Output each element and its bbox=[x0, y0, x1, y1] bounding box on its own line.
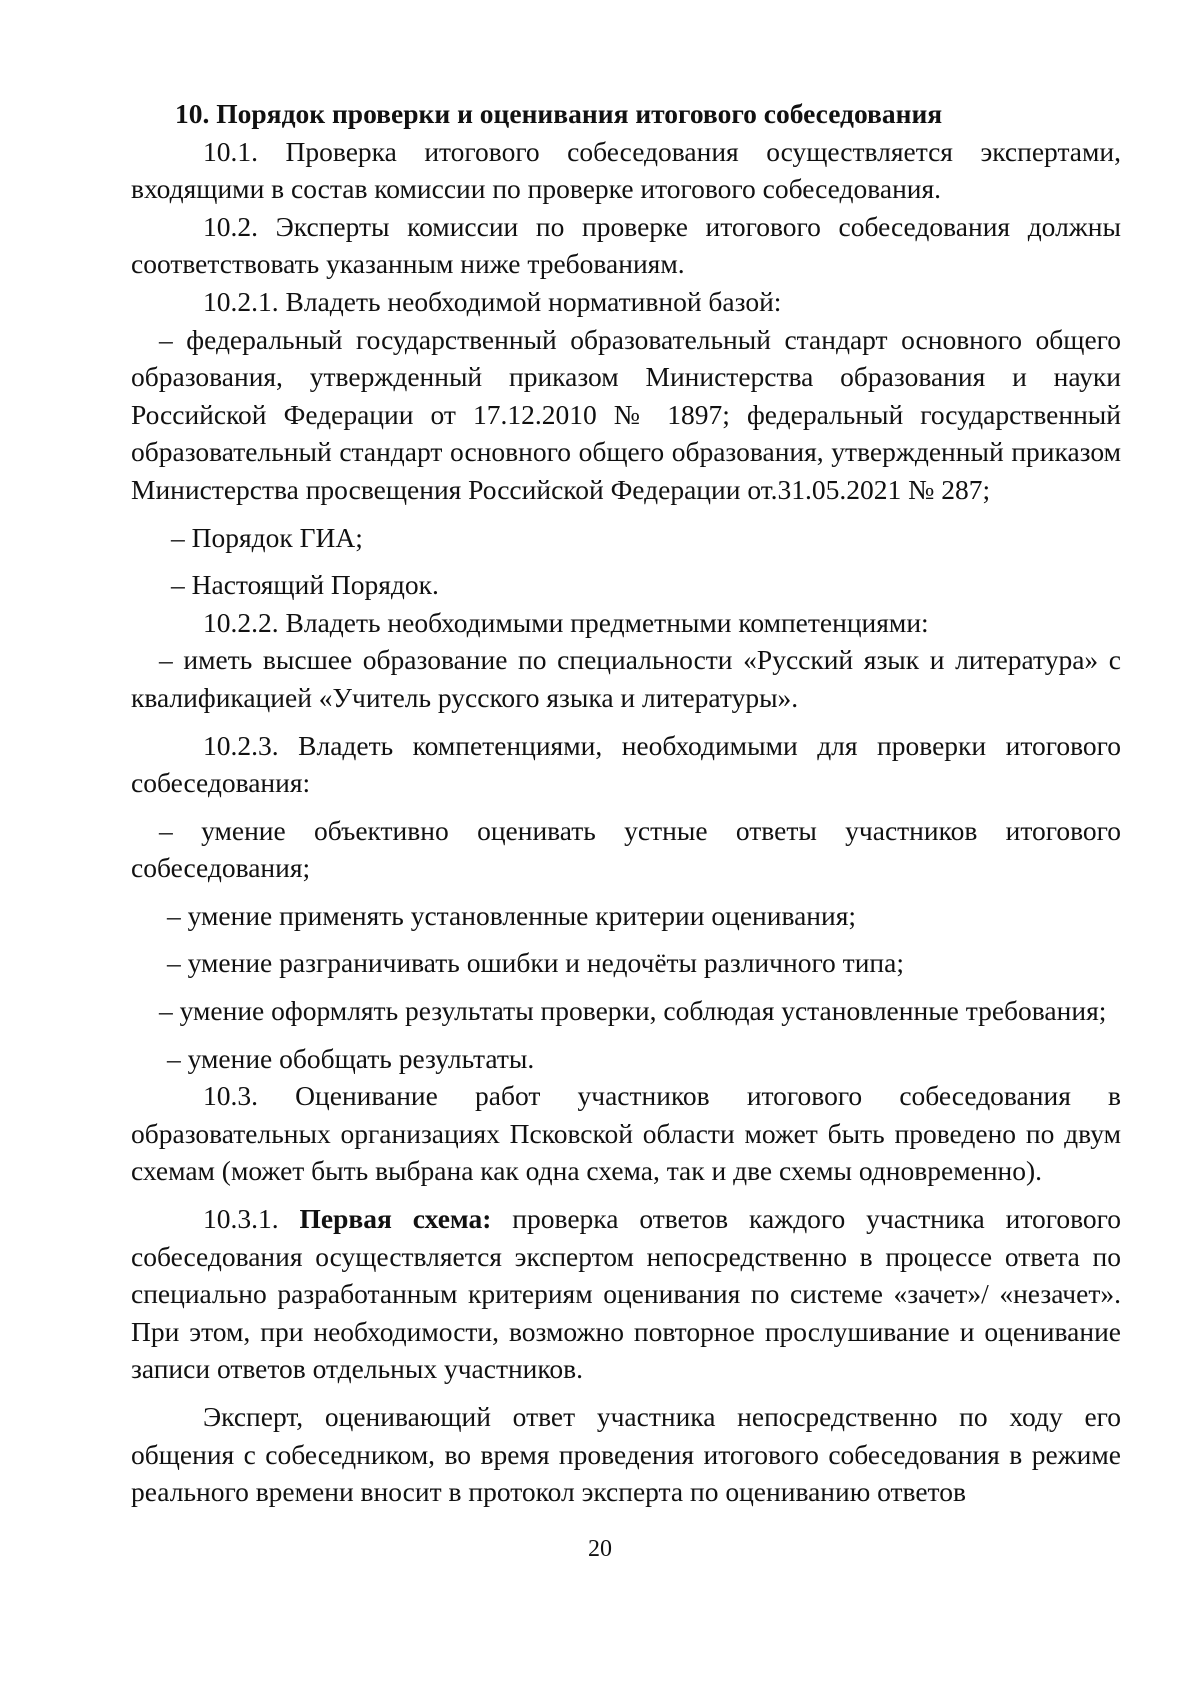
page-number: 20 bbox=[588, 1536, 612, 1562]
paragraph-10-2-2: 10.2.2. Владеть необходимыми предметными компетенциями: bbox=[203, 606, 929, 638]
list-item: – умение обобщать результаты. bbox=[167, 1042, 535, 1074]
list-item: – Настоящий Порядок. bbox=[171, 569, 439, 601]
paragraph-number: 10.3.1. bbox=[203, 1203, 279, 1235]
list-item: – умение объективно оценивать устные ответы участников итогового собеседования; bbox=[131, 814, 1121, 884]
paragraph-10-1: 10.1. Проверка итогового собеседования осуществляется экспертами, входящими в состав комиссии по проверке итогового собеседования. bbox=[131, 135, 1121, 205]
paragraph-10-3-1 bbox=[131, 1200, 1121, 1388]
document-page bbox=[131, 95, 1121, 1511]
paragraph-10-2: 10.2. Эксперты комиссии по проверке итогового собеседования должны соответствовать указанным ниже требованиям. bbox=[131, 210, 1121, 280]
list-item: – иметь высшее образование по специальности «Русский язык и литература» с квалификацией «Учитель русского языка и литературы». bbox=[131, 644, 1121, 713]
scheme-title: Первая схема: bbox=[299, 1203, 492, 1235]
section-heading: 10. Порядок проверки и оценивания итогового собеседования bbox=[175, 98, 943, 129]
list-item: – умение разграничивать ошибки и недочёты различного типа; bbox=[167, 947, 904, 979]
list-item: – умение применять установленные критерии оценивания; bbox=[167, 899, 857, 931]
paragraph-expert: Эксперт, оценивающий ответ участника непосредственно по ходу его общения с собеседником, во время проведения итогового собеседования в режиме реального времени вносит в протокол эксперта по оцениванию ответов bbox=[131, 1401, 1121, 1508]
paragraph-10-2-1: 10.2.1. Владеть необходимой нормативной базой: bbox=[203, 285, 782, 317]
list-item: – Порядок ГИА; bbox=[171, 521, 363, 553]
paragraph-text: проверка ответов каждого участника итогового собеседования осуществляется экспертом непосредственно в процессе ответа по специально разработанным критериям оценивания по системе «зачет»/ «незачет». При этом, при необходимости, возможно повторное прослушивание и оценивание записи ответов отдельных участников. bbox=[131, 1203, 1122, 1385]
list-item: – федеральный государственный образовательный стандарт основного общего образования, утвержденный приказом Министерства образования и науки Российской Федерации от 17.12.2010 № 1897; федеральный государственный образовательный стандарт основного общего образования, утвержденный приказом Министерства просвещения Российской Федерации от.31.05.2021 № 287; bbox=[131, 323, 1121, 505]
list-item: – умение оформлять результаты проверки, соблюдая установленные требования; bbox=[159, 995, 1107, 1027]
paragraph-10-3: 10.3. Оценивание работ участников итогового собеседования в образовательных организациях Псковской области может быть проведено по двум схемам (может быть выбрана как одна схема, так и две схемы одновременно). bbox=[131, 1080, 1121, 1187]
paragraph-10-2-3: 10.2.3. Владеть компетенциями, необходимыми для проверки итогового собеседования: bbox=[131, 729, 1121, 799]
